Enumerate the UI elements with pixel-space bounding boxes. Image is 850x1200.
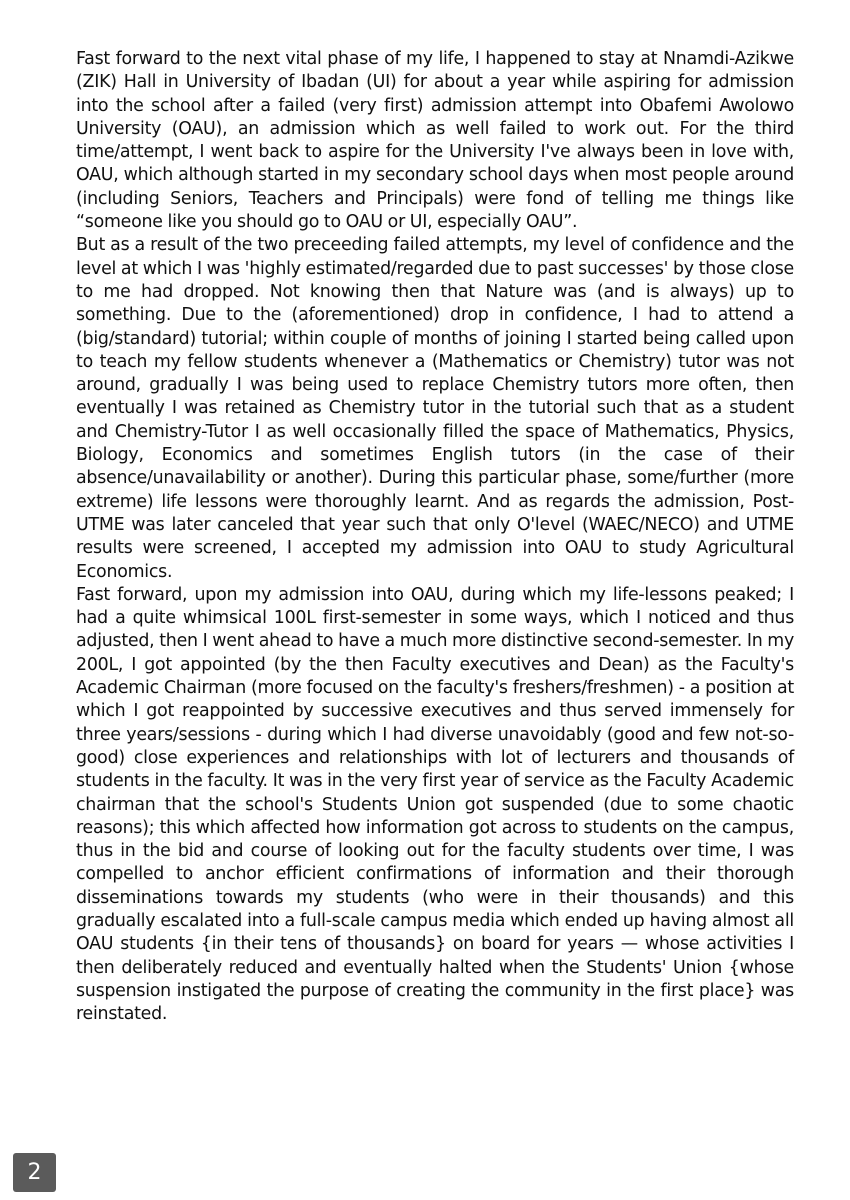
- paragraph-1: Fast forward to the next vital phase of my life, I happened to stay at Nnamdi-Azikwe (ZIK) Hall in University of Ibadan (UI) for about a year while aspiring for admission into the school after a failed (very first) admission attempt into Obafemi Awolowo University (OAU), an admission which as well failed to work out. For the third time/attempt, I went back to aspire for the University I've always been in love with, OAU, which although started in my secondary school days when most people around (including Seniors, Teachers and Principals) were fond of telling me things like “someone like you should go to OAU or UI, especially OAU”.: [76, 49, 794, 233]
- body-text: [76, 48, 794, 1026]
- paragraph-3: Fast forward, upon my admission into OAU, during which my life-lessons peaked; I had a quite whimsical 100L first-semester in some ways, which I noticed and thus adjusted, then I went ahead to have a much more distinctive second-semester. In my 200L, I got appointed (by the then Faculty executives and Dean) as the Faculty's Academic Chairman (more focused on the faculty's freshers/freshmen) - a position at which I got reappointed by successive executives and thus served immensely for three years/sessions - during which I had diverse unavoidably (good and few not-so-good) close experiences and relationships with lot of lecturers and thousands of students in the faculty. It was in the very first year of service as the Faculty Academic chairman that the school's Students Union got suspended (due to some chaotic reasons); this which affected how information got across to students on the campus, thus in the bid and course of looking out for the faculty students over time, I was compelled to anchor efficient confirmations of information and their thorough disseminations towards my students (who were in their thousands) and this gradually escalated into a full-scale campus media which ended up having almost all OAU students {in their tens of thousands} on board for years — whose activities I then deliberately reduced and eventually halted when the Students' Union {whose suspension instigated the purpose of creating the community in the first place} was reinstated.: [76, 584, 795, 1025]
- page-number-badge: 2: [13, 1153, 56, 1192]
- paragraph-2: But as a result of the two preceeding failed attempts, my level of confidence and the level at which I was 'highly estimated/regarded due to past successes' by those close to me had dropped. Not knowing then that Nature was (and is always) up to something. Due to the (aforementioned) drop in confidence, I had to attend a (big/standard) tutorial; within couple of months of joining I started being called upon to teach my fellow students whenever a (Mathematics or Chemistry) tutor was not around, gradually I was being used to replace Chemistry tutors more often, then eventually I was retained as Chemistry tutor in the tutorial such that as a student and Chemistry-Tutor I as well occasionally filled the space of Mathematics, Physics, Biology, Economics and sometimes English tutors (in the case of their absence/unavailability or another). During this particular phase, some/further (more extreme) life lessons were thoroughly learnt. And as regards the admission, Post-UTME was later canceled that year such that only O'level (WAEC/NECO) and UTME results were screened, I accepted my admission into OAU to study Agricultural Economics.: [76, 235, 794, 582]
